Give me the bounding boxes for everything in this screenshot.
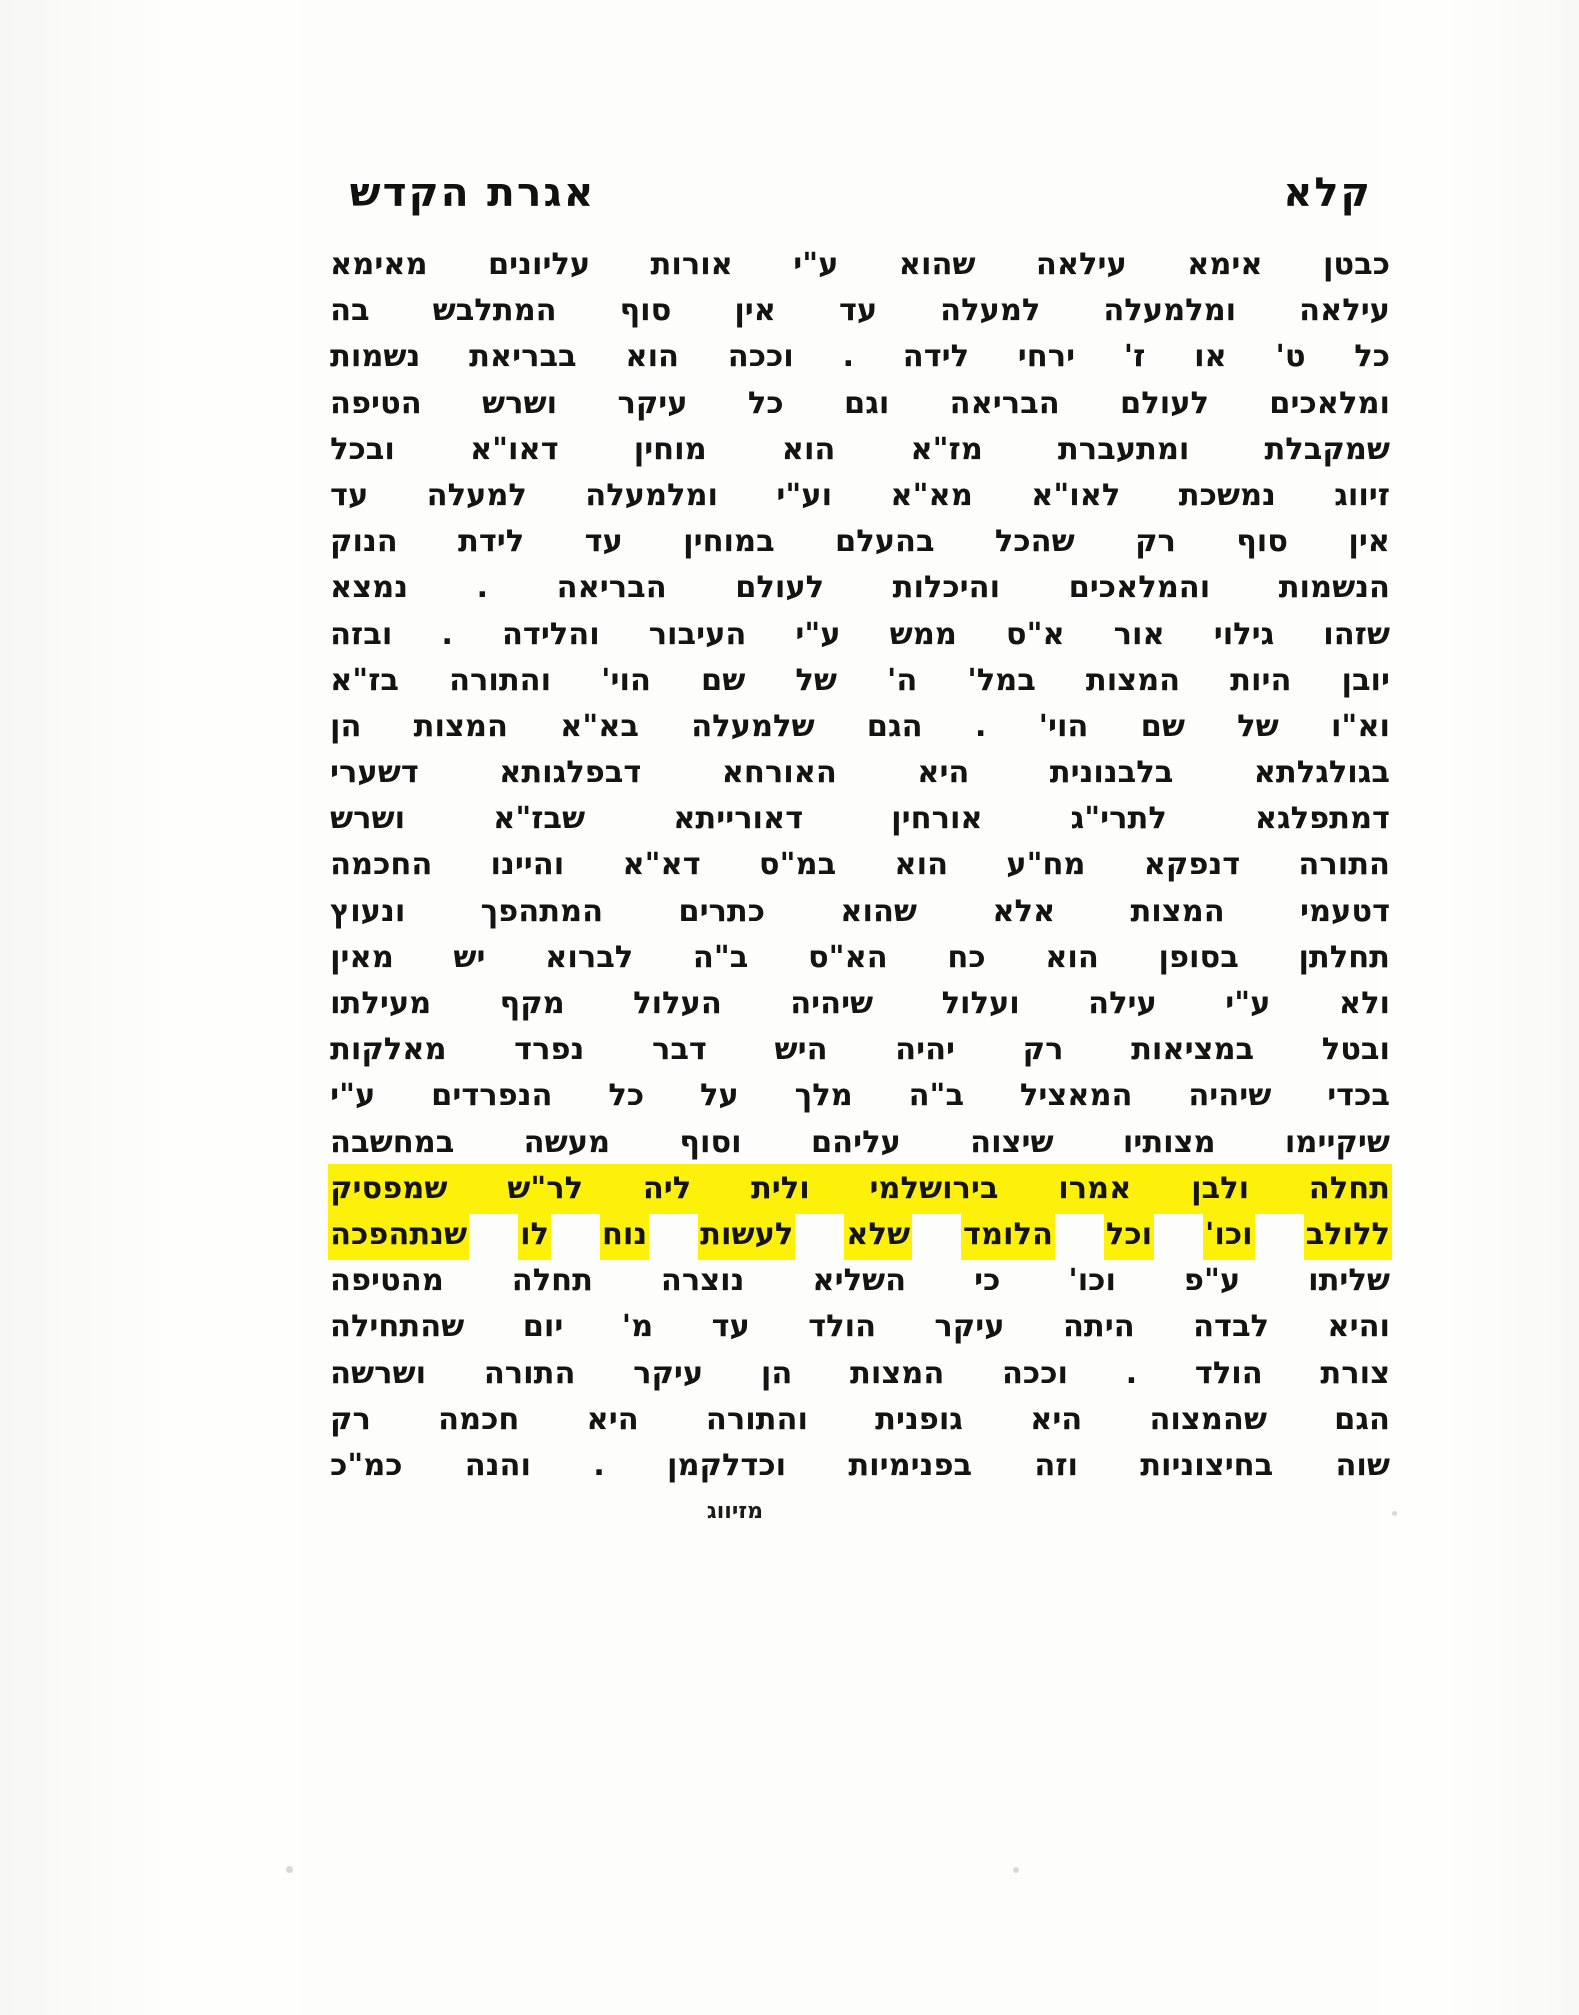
text-word: בסופן	[1158, 939, 1239, 975]
text-word: אלא	[992, 893, 1056, 929]
text-word: בירושלמי	[869, 1170, 999, 1206]
page-content	[330, 170, 1390, 1524]
text-word: עילה	[1088, 986, 1157, 1021]
text-word: ושרשה	[330, 1355, 427, 1391]
text-word: שנתהפכה	[330, 1212, 467, 1258]
text-word: היתה	[1062, 1309, 1135, 1345]
text-word: כל	[1354, 339, 1390, 375]
text-word: יש	[453, 939, 486, 975]
text-line	[330, 981, 1390, 1027]
text-word: ולבן	[1191, 1170, 1250, 1206]
text-word: ב"ה	[692, 939, 749, 975]
text-word: והיינו	[490, 847, 565, 883]
text-word: מאין	[330, 939, 394, 975]
text-word: הוא	[781, 431, 836, 467]
text-word: הן	[760, 1355, 793, 1391]
text-word: שם	[1140, 708, 1185, 744]
text-word: עד	[838, 293, 878, 329]
text-word: שהכל	[994, 524, 1075, 560]
text-word: אמרו	[1058, 1170, 1132, 1206]
text-line	[330, 565, 1390, 611]
text-word: כח	[947, 939, 986, 975]
text-word: שליתו	[1308, 1263, 1390, 1299]
text-word: דאורייתא	[673, 801, 804, 837]
text-word: יובן	[1341, 662, 1390, 698]
text-word: מעשה	[523, 1124, 611, 1160]
text-word: כל	[747, 385, 784, 421]
text-word: אימא	[1187, 247, 1263, 282]
text-line	[330, 750, 1390, 796]
text-word: מהטיפה	[330, 1263, 444, 1299]
text-word: לעשות	[700, 1212, 793, 1258]
text-word: דשערי	[330, 755, 419, 791]
text-word: בכדי	[1327, 1078, 1390, 1114]
text-line	[330, 796, 1390, 842]
text-word: שיהיה	[790, 986, 874, 1021]
text-word: ע"י	[795, 616, 841, 652]
text-word: דא"א	[622, 847, 701, 883]
text-word: בלבנונית	[1049, 755, 1174, 791]
text-word: הלומד	[963, 1212, 1053, 1258]
text-line	[330, 334, 1390, 380]
text-word: כי	[974, 1263, 1001, 1299]
text-word: וגם	[843, 385, 890, 421]
text-word: .	[1125, 1355, 1138, 1391]
text-line	[330, 1304, 1390, 1350]
text-word: לידה	[902, 339, 970, 375]
body-text	[330, 242, 1390, 1489]
text-word: העלול	[633, 986, 722, 1021]
text-word: הולד	[1194, 1355, 1263, 1391]
text-word: נמצא	[330, 570, 409, 606]
text-word: ללולב	[1306, 1212, 1390, 1258]
text-word: שזהו	[1323, 616, 1390, 652]
text-word: הא"ס	[807, 939, 888, 975]
text-word: ומלאכים	[1269, 385, 1390, 421]
text-word: שמקבלת	[1264, 431, 1390, 467]
text-word: ירחי	[1017, 339, 1076, 375]
text-word: יום	[522, 1309, 564, 1345]
text-line	[330, 1027, 1390, 1073]
text-word: סוף	[619, 293, 672, 329]
text-word: תחלה	[1308, 1170, 1390, 1206]
catchword: מזיווג	[706, 1499, 764, 1525]
text-line	[330, 1351, 1390, 1397]
text-word: העיבור	[648, 616, 747, 652]
text-word: וככה	[727, 339, 794, 375]
text-word: עליהם	[810, 1124, 901, 1160]
text-word: במל'	[967, 662, 1036, 698]
text-word: השליא	[812, 1263, 907, 1299]
text-line	[330, 658, 1390, 704]
text-word: כתרים	[678, 893, 766, 929]
text-word: המתהפך	[480, 893, 604, 929]
text-word: גופנית	[875, 1401, 963, 1437]
text-word: עד	[584, 524, 623, 560]
text-word: דמתפלגא	[1254, 801, 1390, 837]
text-word: עד	[711, 1309, 750, 1345]
text-word: וכדלקמן	[666, 1447, 787, 1483]
text-word: מאלקות	[330, 1032, 447, 1068]
text-word: הן	[330, 708, 362, 744]
text-word: שיצוה	[970, 1124, 1054, 1160]
text-word: ובטל	[1321, 1032, 1390, 1068]
text-word: א"ס	[1005, 616, 1065, 652]
text-word: האורחא	[721, 755, 837, 791]
text-word: וכו'	[1068, 1263, 1116, 1299]
text-word: שהוא	[840, 893, 918, 929]
text-word: מז"א	[910, 431, 983, 467]
text-word: לאו"א	[1031, 477, 1121, 513]
text-word: הוא	[1045, 939, 1099, 975]
text-word: לר"ש	[507, 1170, 584, 1206]
text-line	[330, 381, 1390, 427]
text-word: היות	[1230, 662, 1292, 698]
text-word: ובזה	[330, 616, 393, 652]
text-line	[330, 889, 1390, 935]
text-word: ע"י	[793, 247, 839, 282]
text-word: נוצרה	[660, 1263, 745, 1299]
text-word: נוח	[602, 1212, 647, 1258]
text-word: לעולם	[735, 570, 825, 606]
text-word: מוחין	[633, 431, 707, 467]
text-word: וככה	[1001, 1355, 1068, 1391]
text-word: לברוא	[545, 939, 634, 975]
text-word: מאימא	[330, 247, 428, 282]
text-word: שמפסיק	[330, 1170, 448, 1206]
text-word: ובכל	[330, 431, 395, 467]
text-word: כל	[608, 1078, 645, 1114]
text-word: ולא	[1338, 986, 1390, 1021]
text-word: ע"פ	[1183, 1263, 1241, 1299]
page-number: קלא	[1283, 170, 1372, 216]
text-line	[330, 842, 1390, 888]
text-word: ושרש	[330, 801, 406, 837]
text-word: החכמה	[330, 847, 433, 883]
text-word: ה'	[887, 662, 918, 698]
text-word: כמ"כ	[330, 1447, 403, 1483]
text-word: ב"ה	[908, 1078, 965, 1114]
text-word: והנה	[464, 1447, 531, 1483]
text-line	[330, 473, 1390, 519]
text-word: על	[699, 1078, 739, 1114]
text-word: ע"י	[1225, 986, 1271, 1021]
page-left-shadow	[0, 0, 300, 2015]
page-header	[330, 170, 1390, 216]
text-word: יהיה	[895, 1032, 956, 1068]
text-word: ממש	[889, 616, 957, 652]
text-line	[330, 1120, 1390, 1166]
text-word: .	[842, 339, 855, 375]
text-word: בבריאת	[469, 339, 577, 375]
text-word: המצות	[850, 1355, 945, 1391]
scan-speck	[286, 1866, 293, 1873]
text-word: הוי'	[1038, 708, 1089, 744]
text-word: התורה	[1298, 847, 1390, 883]
text-word: בגולגלתא	[1253, 755, 1390, 791]
text-word: שיקיימו	[1284, 1124, 1390, 1160]
text-word: הבריאה	[949, 385, 1060, 421]
text-word: עד	[330, 477, 369, 513]
text-word: דבר	[651, 1032, 707, 1068]
text-word: צורת	[1320, 1355, 1390, 1391]
text-word: ועלול	[941, 986, 1020, 1021]
text-word: וע"י	[776, 477, 833, 513]
document-title: אגרת הקדש	[349, 170, 596, 216]
text-word: וזה	[1034, 1447, 1078, 1483]
text-word: מעילתו	[330, 986, 432, 1021]
text-word: והיכלות	[892, 570, 1001, 606]
text-word: ומלמעלה	[1103, 293, 1237, 329]
text-word: והיא	[1327, 1309, 1390, 1345]
highlighted-text-line-partial	[330, 1212, 1390, 1258]
text-word: בהעלם	[835, 524, 935, 560]
text-word: המצות	[1085, 662, 1181, 698]
text-word: וא"ו	[1330, 708, 1390, 744]
text-word: וכו'	[1205, 1212, 1253, 1258]
text-word: תחלה	[511, 1263, 593, 1299]
text-word: היא	[1030, 1401, 1083, 1437]
text-word: והתורה	[449, 662, 552, 698]
text-line	[330, 242, 1390, 288]
text-word: לתרי"ג	[1070, 801, 1167, 837]
text-word: סוף	[1236, 524, 1289, 560]
text-word: נשמות	[330, 339, 421, 375]
text-line	[330, 1397, 1390, 1443]
text-word: המצות	[413, 708, 508, 744]
text-word: שלא	[846, 1212, 910, 1258]
text-line	[330, 519, 1390, 565]
text-word: בא"א	[560, 708, 640, 744]
text-word: ז'	[1123, 339, 1146, 375]
text-word: שלמעלה	[691, 708, 815, 744]
text-word: מא"א	[890, 477, 973, 513]
text-word: אין	[1348, 524, 1390, 560]
text-word: התורה	[483, 1355, 576, 1391]
text-word: שוה	[1335, 1447, 1390, 1483]
text-word: ומתעברת	[1057, 431, 1190, 467]
text-word: ליה	[642, 1170, 692, 1206]
text-word: נמשכת	[1178, 477, 1276, 513]
text-word: היא	[586, 1401, 639, 1437]
text-word: הולד	[808, 1309, 877, 1345]
text-word: גילוי	[1213, 616, 1275, 652]
text-word: אין	[734, 293, 776, 329]
text-word: .	[974, 708, 987, 744]
text-line	[330, 612, 1390, 658]
text-word: הנשמות	[1278, 570, 1390, 606]
text-word: של	[795, 662, 837, 698]
text-word: ט'	[1275, 339, 1306, 375]
text-line	[330, 427, 1390, 473]
text-word: המצות	[1130, 893, 1225, 929]
text-line	[330, 288, 1390, 334]
text-word: .	[441, 616, 453, 652]
text-word: דבפלגותא	[499, 755, 642, 791]
scan-speck	[1013, 1867, 1019, 1873]
text-word: שהוא	[898, 247, 976, 282]
text-word: הנפרדים	[431, 1078, 553, 1114]
text-word: היא	[917, 755, 970, 791]
text-word: וכל	[1106, 1212, 1152, 1258]
text-line	[330, 1073, 1390, 1119]
text-word: עילאה	[1035, 247, 1127, 282]
text-word: עליונים	[487, 247, 591, 282]
text-word: כבטן	[1322, 247, 1390, 282]
text-word: שיהיה	[1188, 1078, 1272, 1114]
text-word: והתורה	[705, 1401, 808, 1437]
text-word: לעולם	[1120, 385, 1209, 421]
text-word: הטיפה	[330, 385, 422, 421]
text-word: אורחין	[891, 801, 983, 837]
text-word: הגם	[866, 708, 923, 744]
text-word: ולית	[750, 1170, 810, 1206]
text-word: רק	[330, 1401, 371, 1437]
text-word: בחיצוניות	[1140, 1447, 1274, 1483]
text-word: שהתחילה	[330, 1309, 465, 1345]
text-word: המאציל	[1019, 1078, 1133, 1114]
highlighted-text-line	[330, 1166, 1390, 1212]
text-word: מקף	[499, 986, 565, 1021]
text-word: דאו"א	[469, 431, 559, 467]
text-word: .	[593, 1447, 605, 1483]
text-word: עיקר	[617, 385, 688, 421]
text-word: אור	[1113, 616, 1165, 652]
text-word: במחשבה	[330, 1124, 455, 1160]
text-word: בפנימיות	[848, 1447, 973, 1483]
text-line	[330, 1258, 1390, 1304]
text-word: הוא	[625, 339, 680, 375]
text-word: .	[476, 570, 489, 606]
text-word: בה	[330, 293, 370, 329]
text-word: עיקר	[633, 1355, 704, 1391]
text-word: הוא	[894, 847, 949, 883]
text-word: נפרד	[514, 1032, 585, 1068]
text-word: אורות	[650, 247, 733, 282]
text-word: לבדה	[1193, 1309, 1269, 1345]
text-line	[330, 704, 1390, 750]
text-word: שבז"א	[493, 801, 586, 837]
text-word: שהמצוה	[1149, 1401, 1267, 1437]
text-word: למעלה	[940, 293, 1041, 329]
scan-speck	[1392, 1511, 1397, 1516]
text-line	[330, 935, 1390, 981]
text-word: הוי'	[601, 662, 651, 698]
text-word: המתלבש	[432, 293, 557, 329]
text-line	[330, 1443, 1390, 1489]
text-word: והמלאכים	[1068, 570, 1211, 606]
text-word: חכמה	[438, 1401, 520, 1437]
text-word: ומלמעלה	[585, 477, 719, 513]
text-word: הגם	[1334, 1401, 1390, 1437]
text-word: ונעוץ	[330, 893, 406, 929]
text-word: במוחין	[683, 524, 775, 560]
text-word: של	[1237, 708, 1279, 744]
text-word: מלך	[794, 1078, 853, 1114]
text-word: בז"א	[330, 662, 400, 698]
text-word: תחלתן	[1298, 939, 1390, 975]
text-word: זיווג	[1334, 477, 1390, 513]
page-right-shadow	[1379, 0, 1579, 2015]
text-word: לו	[520, 1212, 549, 1258]
text-word: עילאה	[1299, 293, 1390, 329]
text-word: דטעמי	[1299, 893, 1390, 929]
text-word: רק	[1022, 1032, 1064, 1068]
text-word: ושרש	[482, 385, 558, 421]
text-word: לידת	[458, 524, 525, 560]
text-word: היש	[774, 1032, 828, 1068]
text-word: הבריאה	[556, 570, 667, 606]
text-word: רק	[1135, 524, 1176, 560]
text-word: ע"י	[330, 1078, 376, 1114]
text-word: וסוף	[679, 1124, 742, 1160]
text-word: עיקר	[934, 1309, 1005, 1345]
text-word: במ"ס	[758, 847, 837, 883]
text-word: במציאות	[1131, 1032, 1255, 1068]
text-word: או	[1194, 339, 1227, 375]
text-word: הנוק	[330, 524, 398, 560]
text-word: מח"ע	[1006, 847, 1086, 883]
text-word: דנפקא	[1143, 847, 1241, 883]
text-word: מצותיו	[1122, 1124, 1216, 1160]
text-word: למעלה	[426, 477, 527, 513]
text-word: והלידה	[501, 616, 600, 652]
text-word: מ'	[621, 1309, 654, 1345]
text-word: שם	[700, 662, 746, 698]
